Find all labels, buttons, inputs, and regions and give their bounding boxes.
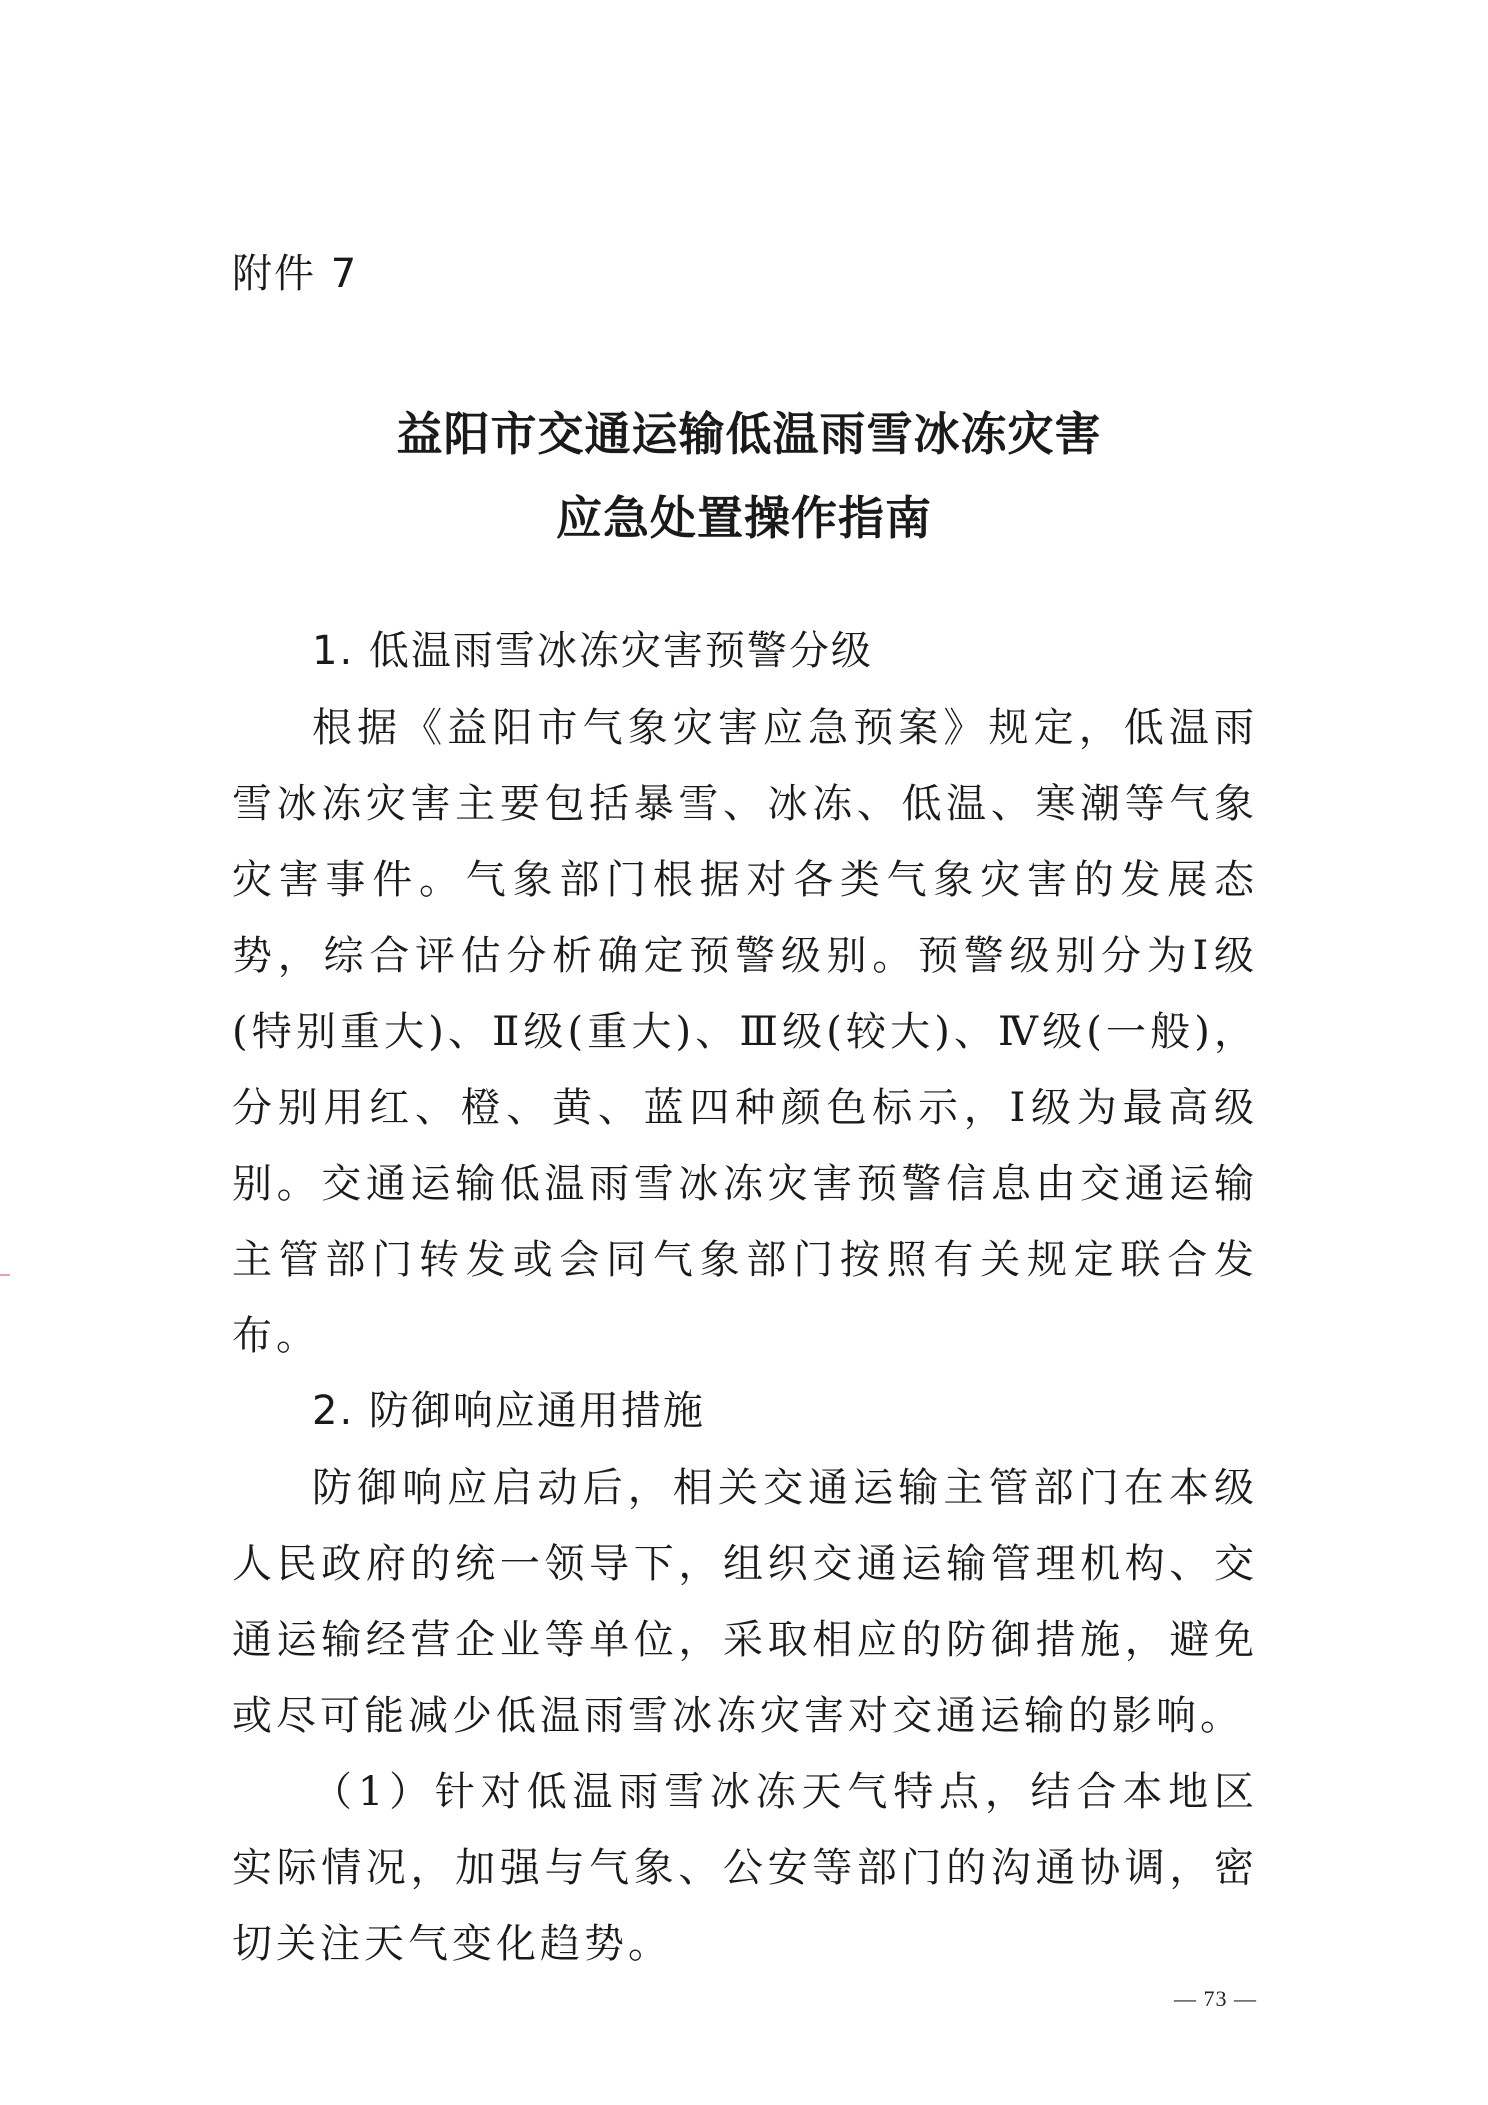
document-title — [0, 392, 1488, 560]
section-heading-2: 2. 防御响应通用措施 — [312, 1388, 705, 1434]
title-line-2: 应急处置操作指南 — [556, 491, 932, 545]
scan-margin-mark — [0, 1274, 10, 1276]
section-heading-1: 1. 低温雨雪冰冻灾害预警分级 — [312, 628, 873, 674]
attachment-label: 附件 7 — [232, 251, 359, 297]
document-body — [232, 614, 1258, 1982]
page-number: — 73 — — [1174, 1986, 1257, 2011]
title-line-1: 益阳市交通运输低温雨雪冰冻灾害 — [396, 407, 1102, 461]
section-1-paragraph-1: 根据《益阳市气象灾害应急预案》规定，低温雨雪冰冻灾害主要包括暴雪、冰冻、低温、寒潮等气象灾害事件。气象部门根据对各类气象灾害的发展态势，综合评估分析确定预警级别。预警级别分为Ⅰ级(特别重大)、Ⅱ级(重大)、Ⅲ级(较大)、Ⅳ级(一般)，分别用红、橙、黄、蓝四种颜色标示，Ⅰ级为最高级别。交通运输低温雨雪冰冻灾害预警信息由交通运输主管部门转发或会同气象部门按照有关规定联合发布。 — [232, 705, 1258, 1359]
section-2-paragraph-2: （1）针对低温雨雪冰冻天气特点，结合本地区实际情况，加强与气象、公安等部门的沟通协调，密切关注天气变化趋势。 — [232, 1769, 1258, 1967]
section-2-paragraph-1: 防御响应启动后，相关交通运输主管部门在本级人民政府的统一领导下，组织交通运输管理机构、交通运输经营企业等单位，采取相应的防御措施，避免或尽可能减少低温雨雪冰冻灾害对交通运输的影响。 — [232, 1465, 1258, 1739]
